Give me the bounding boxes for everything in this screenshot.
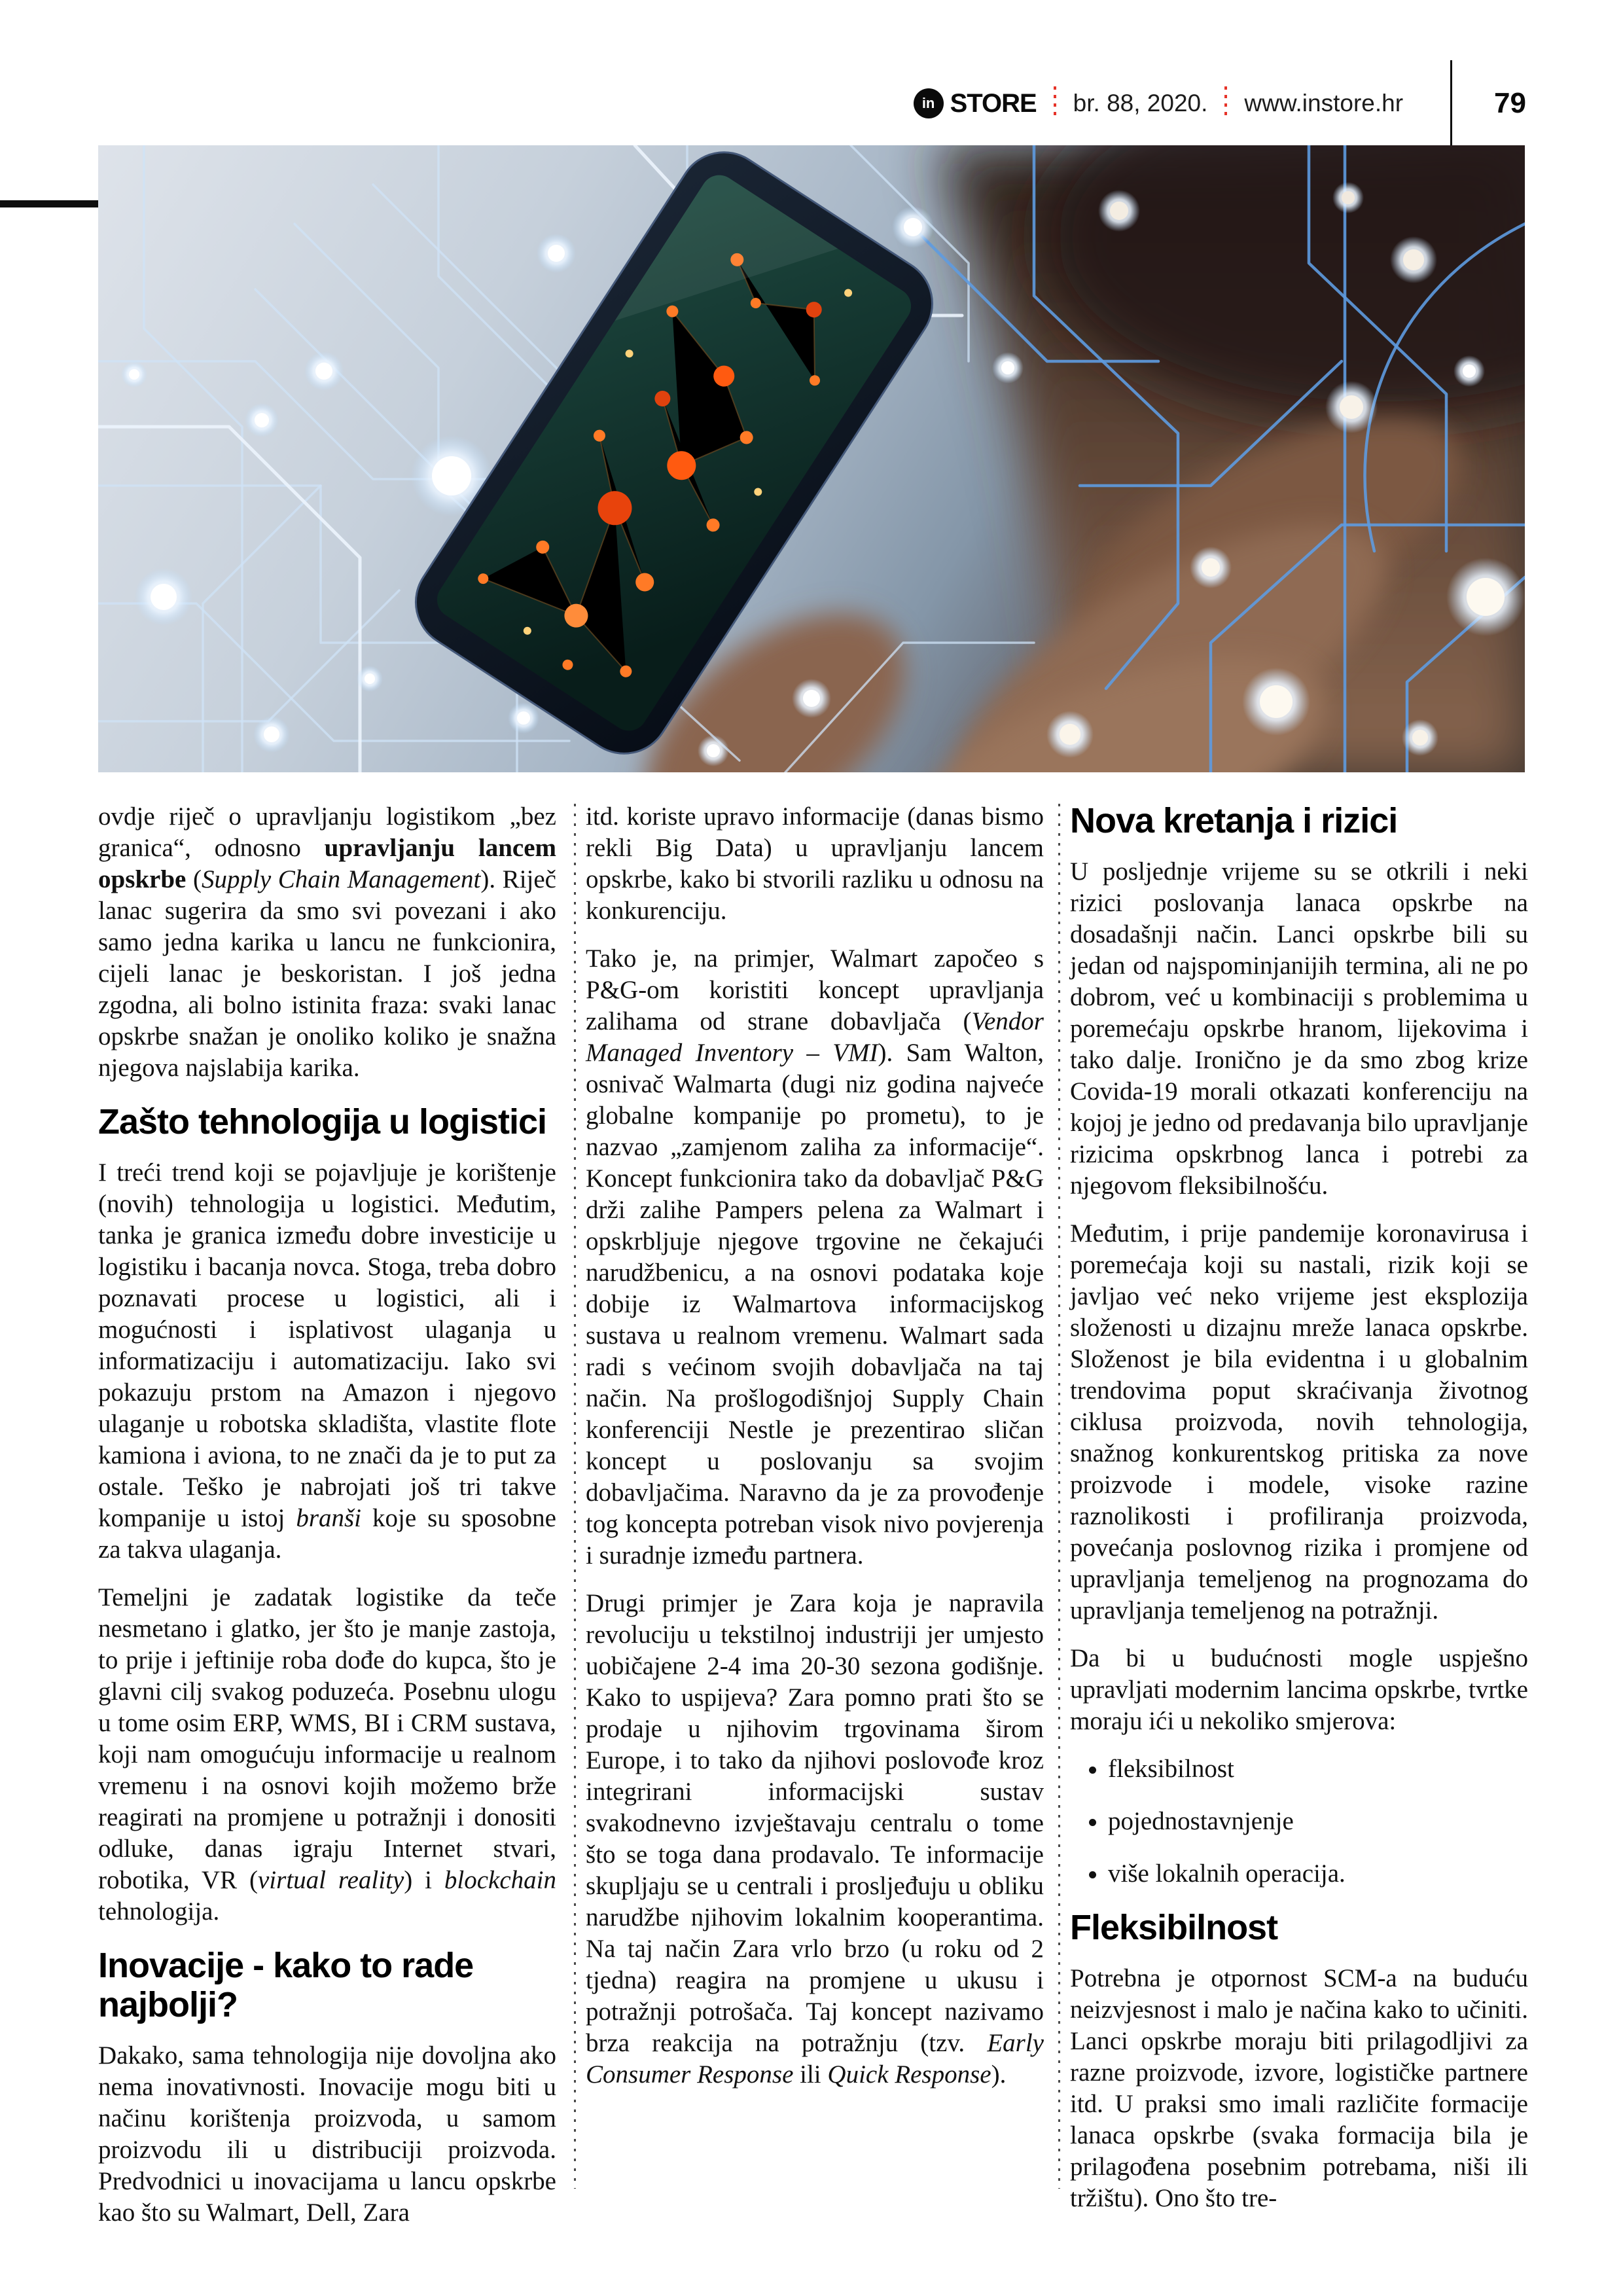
dotted-separator — [1224, 86, 1227, 120]
column-2 — [586, 801, 1044, 2107]
paragraph: Potrebna je otpornost SCM-a na buduću neizvjesnost i malo je načina kako to učiniti. Lanci opskrbe moraju biti prilagodljivi za razne proizvode, izvore, logističke partnere itd. U praksi smo imali različite formacije lanaca opskrbe (svaka formacija bila je prilagođena posebnim potrebama, niši ili tržištu). Ono što tre- — [1070, 1964, 1528, 2212]
dotted-separator — [1054, 86, 1056, 120]
instore-logo-icon: in — [914, 88, 944, 118]
logo-store-text: STORE — [950, 88, 1037, 118]
header-divider — [1450, 60, 1452, 147]
paragraph: Međutim, i prije pandemije koronavirusa i poremećaja koji su nastali, rizik koji se javljao već neko vrijeme jest eksplozija složenosti u dizajnu mreže lanaca opskrbe. Složenost je bila evidentna i u globalnim trendovima poput skraćivanja životnog ciklusa proizvoda, novih tehnologija, snažnog konkurentskog pritiska za nove proizvode i modele, visoke razine raznolikosti i profiliranja proizvoda, povećanja poslovnog rizika i promjene od upravljanja temeljenog na prognozama do upravljanja temeljenog na potražnji. — [1070, 1219, 1528, 1624]
issue-number: br. 88, 2020. — [1073, 90, 1208, 117]
page-number: 79 — [1494, 87, 1526, 119]
bullet-item: • pojednostavnjenje — [1108, 1806, 1528, 1837]
paragraph: U posljednje vrijeme su se otkrili i neki rizici poslovanja lanaca opskrbe na dosadašnji način. Lanci opskrbe bili su jedan od najspominjanijih termina, ali ne po dobrom, već u kombinaciji s problemima u poremećaju opskrbe hranom, lijekovima i tako dalje. Ironično je da smo zbog krize Covida-19 morali otkazati konferenciju na kojoj je jedno od predavanja bilo upravljanje rizicima opskrbnog lanca i potrebi za njegovom fleksibilnošću. — [1070, 857, 1528, 1200]
paragraph: Drugi primjer je Zara koja je napravila revoluciju u tekstilnoj industriji jer umjesto uobičajene 2-4 ima 20-30 sezona godišnje. Kako to uspijeva? Zara pomno prati što se prodaje u njihovim trgovinama širom Europe, i to tako da njihovi poslovođe kroz integrirani informacijski sustav svakodnevno izvještavaju centralu o tome što se toga dana prodavalo. Te informacije skupljaju se u centrali i prosljeđuju u obliku narudžbe njihovim lokalnim kooperantima. Na taj način Zara vrlo brzo (u roku od 2 tjedna) reagira na promjene u ukusu i potražnji potrošača. Taj koncept nazivamo brza reakcija na potražnju (tzv. Early Consumer Response ili Quick Response). — [586, 1589, 1044, 2089]
site-url: www.instore.hr — [1244, 90, 1404, 117]
paragraph: ovdje riječ o upravljanju logistikom „bez granica“, odnosno upravljanju lancem opskrbe (Supply Chain Management). Riječ lanac sugerira da smo svi povezani i ako samo jedna karika u lancu ne funkcionira, cijeli lanac je beskoristan. I još jedna zgodna, ali bolno istinita fraza: svaki lanac opskrbe snažan je onoliko koliko je snažna njegova najslabija karika. — [98, 802, 556, 1082]
column-divider — [574, 804, 576, 2189]
column-3 — [1070, 801, 1528, 2231]
bullet-item: • više lokalnih operacija. — [1108, 1858, 1528, 1890]
paragraph: I treći trend koji se pojavljuje je korištenje (novih) tehnologija u logistici. Međutim, tanka je granica između dobre investicije u logistiku i bacanja novca. Stoga, treba dobro poznavati procese u logistici, ali i mogućnosti i isplativost ulaganja u informatizaciju i automatizaciju. Iako svi pokazuju prstom na Amazon i njegovo ulaganje u robotska skladišta, vlastite flote kamiona i aviona, to ne znači da je to put za ostale. Teško je nabrojati još tri takve kompanije u istoj branši koje su sposobne za takva ulaganja. — [98, 1158, 556, 1564]
left-edge-tick — [0, 200, 98, 207]
section-heading: Fleksibilnost — [1070, 1908, 1278, 1947]
paragraph: itd. koriste upravo informacije (danas bismo rekli Big Data) u upravljanju lancem opskrbe, kako bi stvorili razliku u odnosu na konkurenciju. — [586, 802, 1044, 925]
column-1 — [98, 801, 556, 2245]
paragraph: Tako je, na primjer, Walmart započeo s P&G-om koristiti koncept upravljanja zalihama od strane dobavljača (Vendor Managed Inventory – VMI). Sam Walton, osnivač Walmarta (dugi niz godina najveće globalne kompanije po prometu), to je nazvao „zamjenom zaliha za informacije“. Koncept funkcionira tako da dobavljač P&G drži zalihe Pampers pelena za Walmart i opskrbljuje njegove trgovine ne čekajući narudžbenicu, a na osnovi podataka koje dobije iz Walmartova informacijskog sustava u realnom vremenu. Walmart sada radi s većinom svojih dobavljača na taj način. Na prošlogodišnjoj Supply Chain konferenciji Nestle je prezentirao sličan koncept u poslovanju sa svojim dobavljačima. Naravno da je za provođenje tog koncepta potreban visok nivo povjerenja i suradnje između partnera. — [586, 944, 1044, 1570]
paragraph: Da bi u budućnosti mogle uspješno upravljati modernim lancima opskrbe, tvrtke moraju ići u nekoliko smjerova: — [1070, 1644, 1528, 1735]
bullet-item: • fleksibilnost — [1108, 1753, 1528, 1785]
section-heading: Nova kretanja i rizici — [1070, 801, 1398, 840]
column-divider — [1058, 804, 1060, 2189]
page-header — [914, 60, 1526, 147]
paragraph: Temeljni je zadatak logistike da teče nesmetano i glatko, jer što je manje zastoja, to prije i jeftinije roba dođe do kupca, što je glavni cilj svakog poduzeća. Posebnu ulogu u tome osim ERP, WMS, BI i CRM sustava, koji nam omogućuju informacije u realnom vremenu i na osnovi kojih možemo brže reagirati na promjene u potražnji i donositi odluke, danas igraju Internet stvari, robotika, VR (virtual reality) i blockchain tehnologija. — [98, 1583, 557, 1926]
hero-image — [98, 145, 1525, 772]
bullet-list — [1080, 1753, 1528, 1890]
section-heading: Zašto tehnologija u logistici — [98, 1102, 547, 1141]
section-heading: Inovacije - kako to rade najbolji? — [98, 1946, 474, 2024]
paragraph: Dakako, sama tehnologija nije dovoljna ako nema inovativnosti. Inovacije mogu biti u načinu korištenja proizvoda, u samom proizvodu ili u distribuciji proizvoda. Predvodnici u inovacijama u lancu opskrbe kao što su Walmart, Dell, Zara — [98, 2041, 556, 2227]
